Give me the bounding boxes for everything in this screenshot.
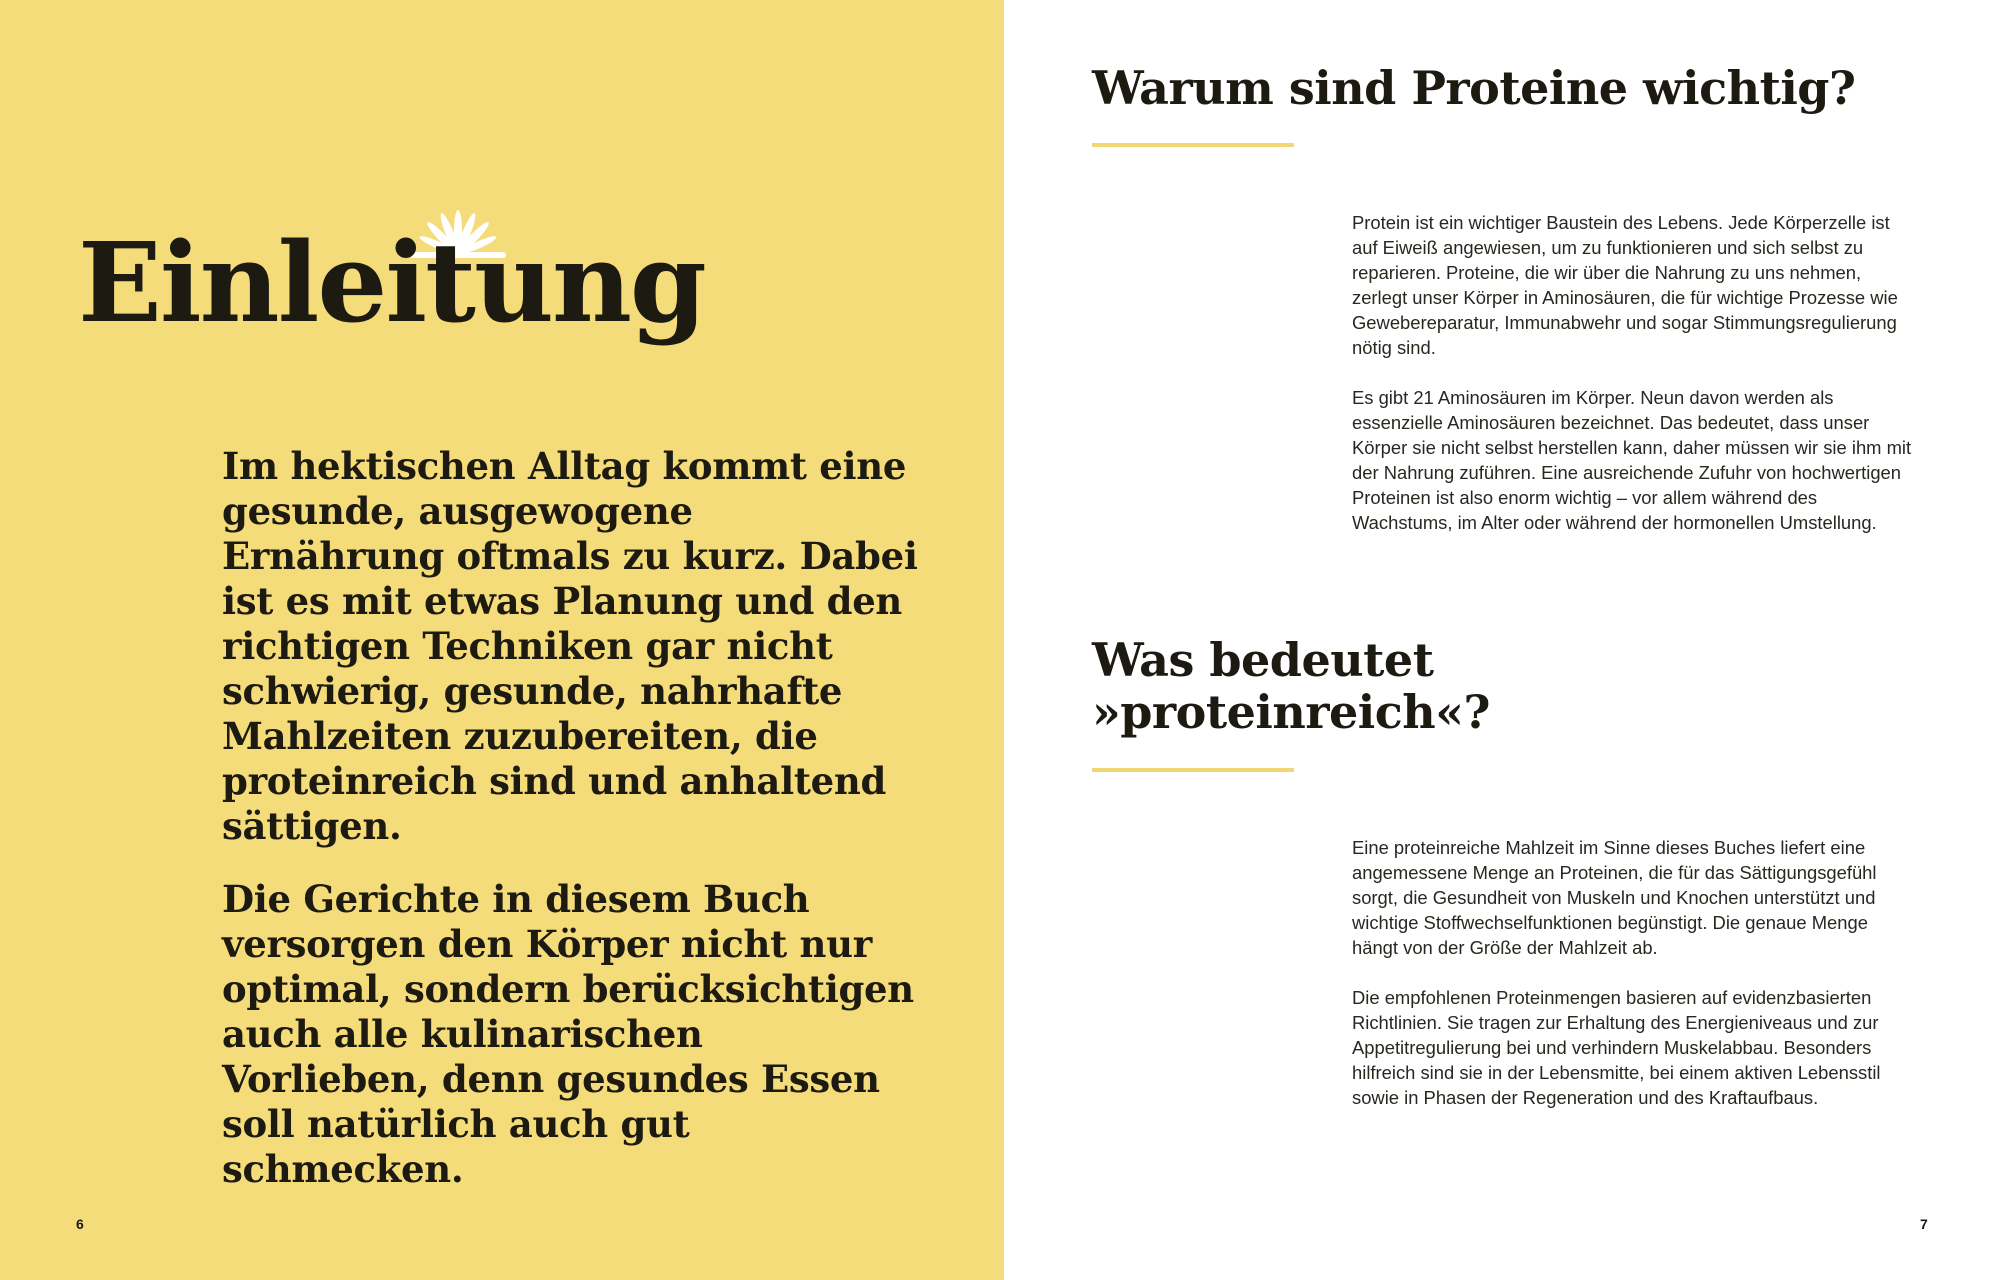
- section-heading-proteins: Warum sind Proteine wichtig?: [1092, 61, 1856, 115]
- heading-line: Was bedeutet: [1092, 633, 1434, 687]
- intro-text: [222, 444, 922, 1220]
- body-paragraph: Eine proteinreiche Mahlzeit im Sinne dieses Buches liefert eine angemessene Menge an Proteinen, die für das Sättigungsgefühl sorgt, die Gesundheit von Muskeln und Knochen unterstützt und wichtige Stoffwechselfunktionen begünstigt. Die genaue Menge hängt von der Größe der Mahlzeit ab.: [1352, 837, 1877, 958]
- page-number-right: 7: [1920, 1216, 1928, 1232]
- heading-underline: [1092, 768, 1294, 772]
- section-body-proteins: [1352, 210, 1912, 560]
- heading-underline: [1092, 143, 1294, 147]
- body-paragraph: Die empfohlenen Proteinmengen basieren auf evidenzbasierten Richtlinien. Sie tragen zur Erhaltung des Energieniveaus und zur Appetitregulierung bei und verhindern Muskelabbau. Besonders hilfreich sind sie in der Lebensmitte, bei einem aktiven Lebensstil sowie in Phasen der Regeneration und des Kraftaufbaus.: [1352, 987, 1881, 1108]
- section-heading-protein-rich: [1092, 634, 1732, 738]
- section-body-protein-rich: [1352, 835, 1912, 1135]
- heading-line: »proteinreich«?: [1092, 685, 1490, 739]
- chapter-title: Einleitung: [78, 218, 705, 347]
- page-number-left: 6: [76, 1216, 84, 1232]
- body-paragraph: Es gibt 21 Aminosäuren im Körper. Neun davon werden als essenzielle Aminosäuren bezeichnet. Das bedeutet, dass unser Körper sie nicht selbst herstellen kann, daher müssen wir sie ihm mit der Nahrung zuführen. Eine ausreichende Zufuhr von hochwertigen Proteinen ist also enorm wichtig – vor allem während des Wachstums, im Alter oder während der hormonellen Umstellung.: [1352, 387, 1912, 533]
- intro-paragraph: Die Gerichte in diesem Buch versorgen den Körper nicht nur optimal, sondern berücksichtigen auch alle kulinarischen Vorlieben, denn gesundes Essen soll natürlich auch gut schmecken.: [222, 877, 914, 1191]
- intro-paragraph: Im hektischen Alltag kommt eine gesunde, ausgewogene Ernährung oftmals zu kurz. Dabei ist es mit etwas Planung und den richtigen Techniken gar nicht schwierig, gesunde, nahrhafte Mahlzeiten zuzubereiten, die proteinreich sind und anhaltend sättigen.: [222, 444, 918, 848]
- body-paragraph: Protein ist ein wichtiger Baustein des Lebens. Jede Körperzelle ist auf Eiweiß angewiesen, um zu funktionieren und sich selbst zu reparieren. Proteine, die wir über die Nahrung zu uns nehmen, zerlegt unser Körper in Aminosäuren, die für wichtige Prozesse wie Gewebereparatur, Immunabwehr und sogar Stimmungsregulierung nötig sind.: [1352, 212, 1898, 358]
